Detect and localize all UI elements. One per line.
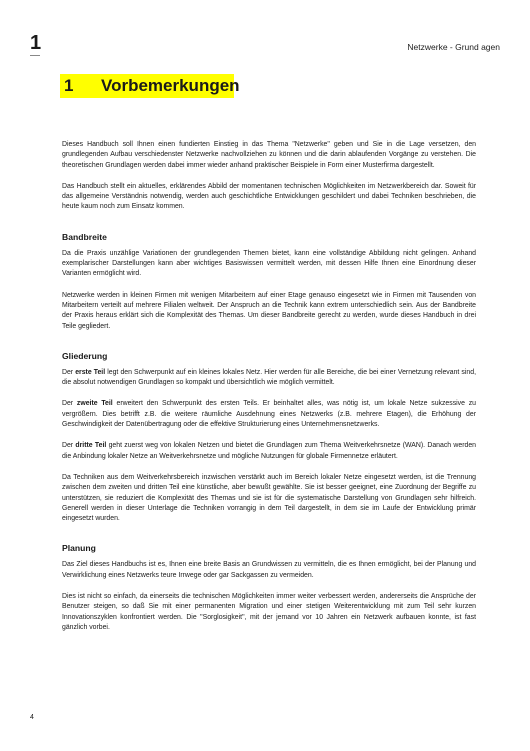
gliederung-paragraph: Da Techniken aus dem Weitverkehrsbereich inzwischen verstärkt auch im Bereich lokaler Netze eingesetzt werden, ist die Trennung zwischen dem zweiten und dritten Teil eine künstliche, aber bewußt gewählte. Sie ist besser geeignet, eine Zuordnung der Begriffe zu unterstützen, sie reduziert die Komplexität des Themas und sie ist für die systematische Darstellung von Grundlagen sehr hilfreich. Generell werden in dieser Unterlage die Techniken vorrangig in dem Teil dargestellt, in dem sie im Laufe der Entwicklung primär eingesetzt wurden. — [62, 473, 476, 523]
running-header: Netzwerke - Grund agen — [407, 42, 500, 52]
intro-paragraph: Dieses Handbuch soll Ihnen einen fundierten Einstieg in das Thema "Netzwerke" geben und Sie in die Lage versetzen, den grundlegenden Aufbau verschiedenster Netzwerke nachvollziehen zu können und die darin ablaufenden Vorgänge zu verstehen. Die theoretischen Grundlagen werden dabei immer wieder anhand praktischer Beispiele in Form einer Musterfirma dargestellt. — [62, 141, 476, 169]
section-heading-planung: Planung — [62, 543, 96, 554]
gliederung-paragraph-first-part — [62, 368, 476, 389]
chapter-title-number: 1 — [64, 76, 74, 95]
chapter-number-marker: 1 — [30, 32, 42, 54]
planung-paragraph: Das Ziel dieses Handbuchs ist es, Ihnen eine breite Basis an Grundwissen zu vermitteln, die es Ihnen ermöglicht, bei der Planung und Verwirklichung eines Netzwerks teure Irrwege oder gar Sackgassen zu vermeiden. — [62, 561, 476, 579]
section-heading-bandbreite: Bandbreite — [62, 231, 107, 242]
section-heading-gliederung: Gliederung — [62, 350, 108, 361]
emphasis-third-part: dritte Teil — [75, 442, 107, 450]
text-run: legt den Schwerpunkt auf ein kleines lokales Netz. Hier werden für alle Bereiche, die bei einer Vernetzung relevant sind, die absolut notwendigen Grundlagen so kompakt und übersichtlich wie möglich vermittelt. — [62, 368, 476, 387]
emphasis-second-part: zweite Teil — [76, 400, 113, 408]
chapter-number-underline — [30, 55, 40, 56]
text-run: Der — [62, 400, 77, 408]
bandbreite-paragraph: Da die Praxis unzählige Variationen der grundlegenden Themen bietet, kann eine vollständige Abbildung nicht gelingen. Anhand exemplarischer Darstellungen kann aber wichtiges Basiswissen vermittelt werden, mit dessen Hilfe Ihnen eine Einordnung dieser Varianten ermöglicht wird. — [62, 249, 476, 278]
text-run: geht zuerst weg von lokalen Netzen und bietet die Grundlagen zum Thema Weitverkehrsnetze (WAN). Danach werden die Anbindung lokaler Netze an Weitverkehrsnetze und mögliche Nutzungen für globale Firmennetze erläutert. — [62, 442, 477, 460]
gliederung-paragraph-third-part — [62, 441, 476, 462]
chapter-title-text: Vorbemerkungen — [101, 76, 240, 95]
chapter-title — [60, 74, 240, 98]
body-content — [62, 140, 476, 644]
planung-paragraph: Dies ist nicht so einfach, da einerseits die technischen Möglichkeiten immer weiter verbessert werden, andererseits die Ansprüche der Benutzer steigen, so daß Sie mit einer permanenten Migration und einer stetigen Weiterentwicklung mit zum Teil sehr kurzen Innovationszyklen konfrontiert werden. Die "Sorglosigkeit", mit der jemand vor 10 Jahren ein Netzwerk aufbauen konnte, ist fast gänzlich vorbei. — [62, 593, 476, 631]
gliederung-paragraph-second-part — [62, 399, 476, 430]
page-number: 4 — [30, 714, 34, 721]
text-run: Der — [62, 368, 76, 376]
emphasis-first-part: erste Teil — [75, 368, 106, 376]
text-run: erweitert den Schwerpunkt des ersten Teils. Er beinhaltet alles, was nötig ist, um lokale Netze sukzessive zu vergrößern. Dies betrifft z.B. die weitere räumliche Ausdehnung eines Netzwerks (z.B. mehrere Etagen), die Erhöhung der Geschwindigkeit der Datenübertragung oder die effektive Strukturierung eines Unternehmensnetzwerks. — [62, 400, 477, 429]
bandbreite-paragraph: Netzwerke werden in kleinen Firmen mit wenigen Mitarbeitern auf einer Etage genauso eingesetzt wie in Firmen mit Tausenden von Mitarbeitern verteilt auf mehrere Filialen weltweit. Der Anspruch an die Technik kann extrem unterschiedlich sein. Aus der Bandbreite der Praxis heraus erklärt sich die Komplexität des Themas. Um dieser Bandbreite gerecht zu werden, wurde dieses Handbuch in drei Teile gegliedert. — [62, 291, 476, 330]
text-run: Der — [62, 442, 76, 450]
intro-paragraph: Das Handbuch stellt ein aktuelles, erklärendes Abbild der momentanen technischen Möglichkeiten im Netzwerkbereich dar. Soweit für das allgemeine Verständnis notwendig, werden auch geschichtliche Entwicklungen geschildert und dabei Techniken beschrieben, die heute kaum noch zum Einsatz kommen. — [62, 182, 476, 211]
